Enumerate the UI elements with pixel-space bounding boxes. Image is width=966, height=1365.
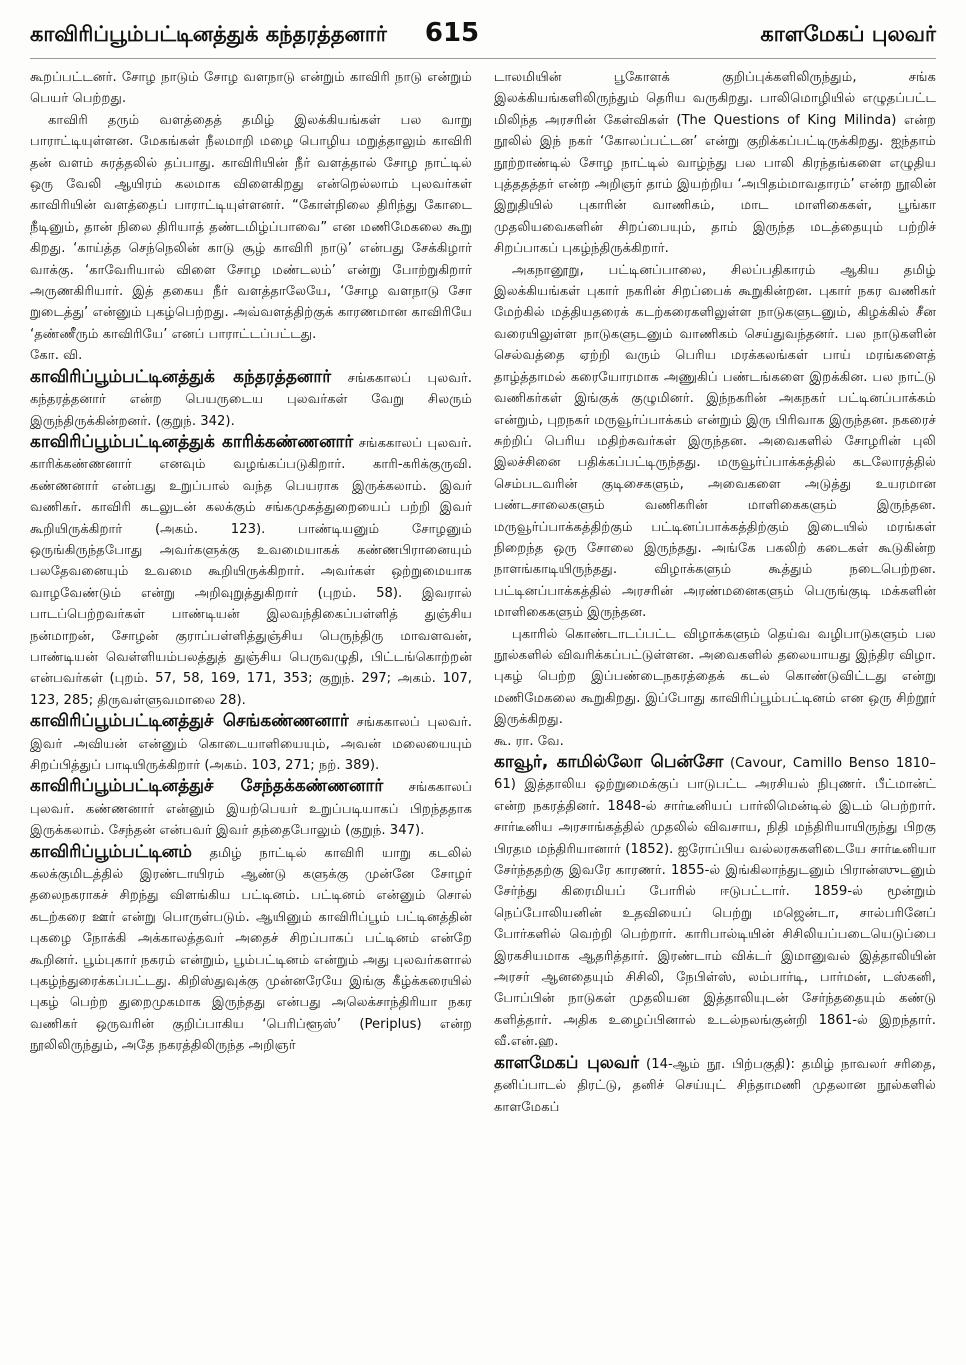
entry-headword: காவிரிப்பூம்பட்டினத்துக் காரிக்கண்ணனார் [30,431,354,452]
entry-text: தமிழ் நாட்டில் காவிரி யாறு கடலில் கலக்குமிடத்தில் இரண்டாயிரம் ஆண்டு களுக்கு முன்னே சோழர் தலைநகராகச் சிறந்து விளங்கிய பட்டினம். பட்டினம் என்னும் சொல் கடற்கரை ஊர் என்று பொருள்படும். ஆயினும் காவிரிப்பூம் பட்டினத்தின் புகழை நோக்கி அக்காலத்தவர் அதைச் சிறப்பாகப் பட்டினம் என்றே கூறினர். பூம்புகார் நகரம் என்றும், பூம்பட்டினம் என்றும் அது புலவர்களால் புகழ்ந்துரைக்கப்பட்டது. கிறிஸ்துவுக்கு முன்னரேயே இங்கு கீழ்க்கரையில் புகழ் பெற்ற துறைமுகமாக இருந்தது என்பது அலெக்சாந்திரியா நகர வணிகர் ஒருவரின் குறிப்பாகிய ‘பெரிப்ளூஸ்’ (Periplus) என்ற நூலிலிருந்தும், அதே நகரத்திலிருந்த அறிஞர் [30,845,472,1054]
entry-headword: காளமேகப் புலவர் [494,1052,640,1073]
body-paragraph: அகநானூறு, பட்டினப்பாலை, சிலப்பதிகாரம் ஆகிய தமிழ் இலக்கியங்கள் புகார் நகரின் சிறப்பைக் கூறுகின்றன. புகார் நகர வணிகர் மேற்கில் மத்தியதரைக் கடற்கரைகளிலுள்ள நாடுகளுடனும், கிழக்கில் சீன வரையிலுள்ள நாடுகளுடனும் வாணிகம் செய்துவந்தனர். பல நாடுகளின் செல்வத்தை ஏற்றி வரும் பெரிய மரக்கலங்கள் பாய் மரங்களைத் தாழ்த்தாமல் கரையோரமாக அணுகிப் பண்டங்களை இறக்கின. பல நாட்டு வணிகர்கள் இங்குக் குழுமினர். இந்நகரின் அகநகர் பட்டினப்பாக்கம் என்றும், புறநகர் மருவூர்ப்பாக்கம் என்றும் இரு பிரிவாக இருந்தன. நகரைச் சுற்றிப் பெரிய மதிற்சுவர்கள் இருந்தன. அவைகளில் சோழரின் புலி இலச்சினை பதிக்கப்பட்டிருந்தது. மருவூர்ப்பாக்கத்தில் கடலோரத்தில் செம்படவரின் குடிசைகளும், அவைகளை அடுத்து உயரமான பண்டசாலைகளும் வணிகரின் மாளிகைகளும் இருந்தன. மருவூர்ப்பாக்கத்திற்கும் பட்டினப்பாக்கத்திற்கும் இடையில் மரங்கள் நிறைந்த ஒரு சோலை இருந்தது. அங்கே பகலிற் கடைகள் கூடுகின்ற நாளங்காடியிருந்தது. விழாக்களும் கூத்தும் நடைபெற்றன. பட்டினப்பாக்கத்தில் அரசரின் அரண்மனைகளும் பெருங்குடி மக்களின் மாளிகைகளும் இருந்தன. [494,262,936,621]
entry [30,842,472,1057]
body-paragraph: டாலமியின் பூகோளக் குறிப்புக்களிலிருந்தும், சங்க இலக்கியங்களிலிருந்தும் தெரிய வருகிறது. பாலிமொழியில் எழுதப்பட்ட மிலிந்த அரசரின் கேள்விகள் (The Questions of King Milinda) என்ற நூலில் இந் நகர் ‘கோலப்பட்டன’ என்று குறிக்கப்பட்டிருக்கிறது. ஐந்தாம் நூற்றாண்டில் சோழ நாட்டில் வாழ்ந்து பல பாலி கிரந்தங்களை எழுதிய புத்ததத்தர் என்ற அறிஞர் தாம் இயற்றிய ‘அபிதம்மாவதாரம்’ என்ற நூலின் இறுதியில் புகாரின் வாணிகம், மாட மாளிகைகள், பூங்கா முதலியவைகளின் சிறப்பையும், தாம் இருந்த மடத்தையும் பற்றிச் சிறப்பாகப் புகழ்ந்திருக்கிறார். [494,70,936,257]
entry [30,711,472,776]
body-paragraph: புகாரில் கொண்டாடப்பட்ட விழாக்களும் தெய்வ வழிபாடுகளும் பல நூல்களில் விவரிக்கப்பட்டுள்ளன. அவைகளில் தலையாயது இந்திர விழா. புகழ் பெற்ற இப்பண்டைநகரத்தைக் கடல் கொண்டுவிட்டது என்று மணிமேகலை கூறுகிறது. இப்போது காவிரிப்பூம்பட்டினம் என ஒரு சிற்றூர் இருக்கிறது. [494,626,936,728]
left-column [30,67,472,1347]
right-column [494,67,936,1347]
entry-text: சங்ககாலப் புலவர். கந்தரத்தனார் என்ற பெயருடைய புலவர்கள் வேறு சிலரும் இருந்திருக்கின்றனர். (குறுந். 342). [30,370,472,429]
author-signature: கோ. வி. [30,348,83,364]
entry [30,432,472,711]
two-column-body [30,67,936,1347]
header-left-title: காவிரிப்பூம்பட்டினத்துக் கந்தரத்தனார் [30,22,387,46]
entry-headword: காவிரிப்பூம்பட்டினத்துக் கந்தரத்தனார் [30,366,332,387]
body-paragraph: கூறப்பட்டனர். சோழ நாடும் சோழ வளநாடு என்றும் காவிரி நாடு என்றும் பெயர் பெற்றது. [30,70,472,107]
entry-headword: காவிரிப்பூம்பட்டினத்துச் செங்கண்ணனார் [30,711,349,732]
entry-text: சங்ககாலப் புலவர். இவர் அவியன் என்னும் கொடையாளியையும், அவன் மலையையும் சிறப்பித்துப் பாடியிருக்கிறார் (அகம். 103, 271; நற். 389). [30,715,472,773]
entry [494,1053,936,1118]
entry-headword: காவிரிப்பூம்பட்டினத்துச் சேந்தக்கண்ணனார் [30,776,384,797]
entry-text: சங்ககாலப் புலவர். காரிக்கண்ணனார் எனவும் வழங்கப்படுகிறார். காரி-கரிக்குருவி. கண்ணனார் என்பது உறுப்பால் வந்த பெயராக இருக்கலாம். இவர் வணிகர். காவிரி கடலுடன் கலக்கும் சங்கமுகத்துறையைப் பற்றி இவர் கூறியிருக்கிறார் (அகம். 123). பாண்டியனும் சோழனும் ஒருங்கிருந்தபோது அவர்களுக்கு உவமையாகக் கண்ணபிரானையும் பலதேவனையும் உவமை கூறியிருக்கிறார். அவர்கள் ஒற்றுமையாக வாழவேண்டும் என்று அறிவுறுத்துகிறார் (புறம். 58). இவரால் பாடப்பெற்றவர்கள் பாண்டியன் இலவந்திகைப்பள்ளித் துஞ்சிய நன்மாறன், சோழன் குராப்பள்ளித்துஞ்சிய பெருந்திரு மாவளவன், பாண்டியன் வெள்ளியம்பலத்துத் துஞ்சிய பெருவழுதி, பிட்டங்கொற்றன் என்பவர்கள் (புறம். 57, 58, 169, 171, 353; குறுந். 297; அகம். 107, 123, 285; திருவள்ளுவமாலை 28). [30,435,472,708]
entry [30,367,472,432]
running-header [30,18,936,59]
entry-headword: காவிரிப்பூம்பட்டினம் [30,841,192,862]
entry-headword: காவூர், காமில்லோ பென்சோ [494,752,724,772]
entry-text: (Cavour, Camillo Benso 1810–61) இத்தாலிய ஒற்றுமைக்குப் பாடுபட்ட அரசியல் நிபுணர். பீட்மான்ட் என்ற நகரத்தினர். 1848-ல் சார்டீனியப் பார்லிமென்டில் இடம் பெற்றார். சார்டீனிய அரசாங்கத்தில் முதலில் விவசாய, நிதி மந்திரியாயிருந்து பிறகு பிரதம மந்திரியானார் (1852). ஐரோப்பிய வல்லரசுகளிடையே சார்டீனியா சேர்ந்ததற்கு இவரே காரணர். 1855-ல் இங்கிலாந்துடனும் பிரான்ஸுடனும் சேர்ந்து கிரைமியப் போரில் ஈடுபட்டார். 1859-ல் மூன்றும் நெப்போலியனின் உதவியைப் பெற்று மஜென்டா, சால்பரினேப் போர்களில் வெற்றி பெற்றார். காரிபால்டியின் சிசிலியப்படையெடுப்பை இரகசியமாக ஆதரித்தார். இரண்டாம் விக்டர் இமானுவல் இத்தாலியின் அரசர் ஆனதையும் சிசிலி, நேபிள்ஸ், லம்பார்டி, பார்மன், டஸ்கனி, போப்பின் நாடுகள் முதலியன இத்தாலியுடன் சேர்ந்ததையும் கண்டு களித்தார். அதிக உழைப்பினால் உடல்நலங்குன்றி 1861-ல் இறந்தார். வீ.என்.ஹ. [494,756,936,1050]
header-right-title: காளமேகப் புலவர் [760,22,936,46]
entry-text: சங்ககாலப் புலவர். கண்ணனார் என்னும் இயற்பெயர் உறுப்படியாகப் பிறந்ததாக இருக்கலாம். சேந்தன் என்பவர் இவர் தந்தைபோலும் (குறுந். 347). [30,780,472,839]
author-signature: கூ. ரா. வே. [494,733,564,749]
entry [494,752,936,1053]
entry [30,776,472,841]
page-number: 615 [424,18,480,48]
entry-text: (14-ஆம் நூ. பிற்பகுதி): தமிழ் நாவலர் சரிதை, தனிப்பாடல் திரட்டு, தனிச் செய்யுட் சிந்தாமணி முதலான நூல்களில் காளமேகப் [494,1056,936,1115]
body-paragraph: காவிரி தரும் வளத்தைத் தமிழ் இலக்கியங்கள் பல வாறு பாராட்டியுள்ளன. மேகங்கள் நீலமாறி மழை பொழிய மறுத்தாலும் காவிரி தன் வளம் சுரத்தலில் தப்பாது. காவிரியின் நீர் வளத்தால் சோழ நாட்டில் ஒரு வேலி ஆயிரம் கலமாக விளைகிறது என்றெல்லாம் புலவர்கள் காவிரியின் வளத்தைப் பாராட்டியுள்ளனர். “கோள்நிலை திரிந்து கோடை நீடினும், தான் நிலை திரியாத் தண்டமிழ்ப்பாவை” என மணிமேகலை கூறு கிறது. ‘காய்த்த செந்நெலின் காடு சூழ் காவிரி நாடு’ என்பது சேக்கிழார் வாக்கு. ‘காவேரியால் விளை சோழ மண்டலம்’ என்று போற்றுகிறார் அருணகிரியார். இத் தகைய நீர் வளத்தாலேயே, ‘சோழ வளநாடு சோ றுடைத்து’ என்னும் புகழ்பெற்றது. அவ்வளத்திற்குக் காரணமான காவிரியே ‘தண்ணீரும் காவிரியே’ எனப் பாராட்டப்பட்டது. [30,112,472,342]
